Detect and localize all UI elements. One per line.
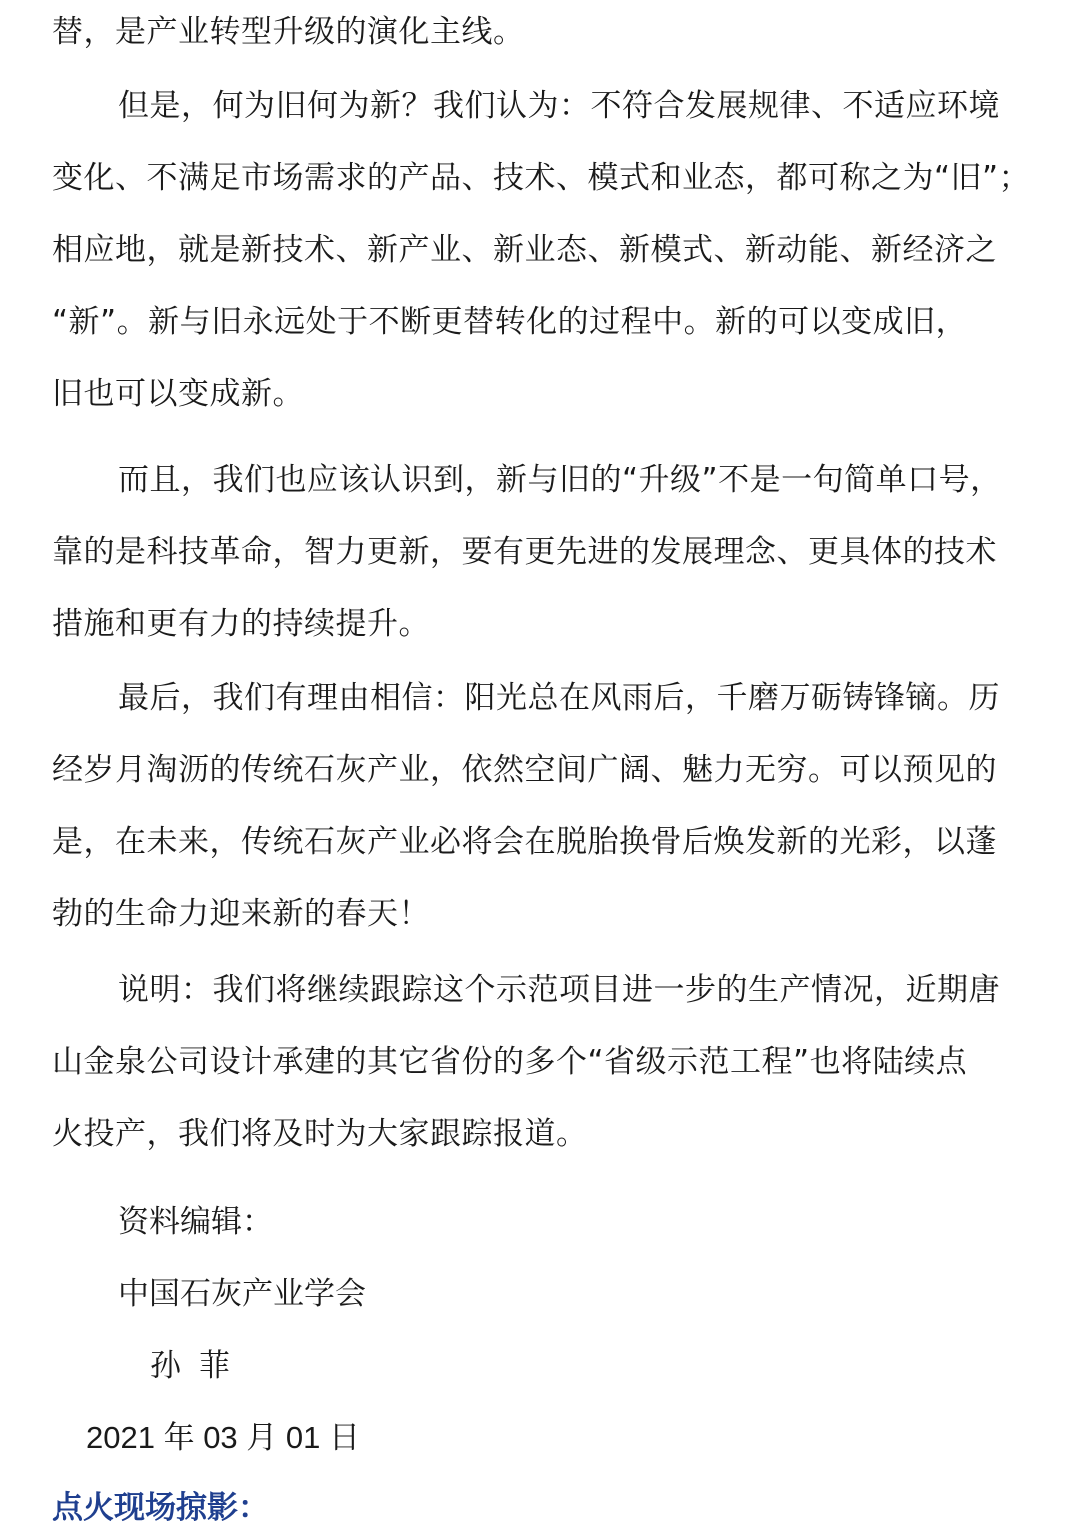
text-line: 山金泉公司设计承建的其它省份的多个“省级示范工程”也将陆续点 [52, 1044, 968, 1080]
text-line: 旧也可以变成新。 [52, 376, 304, 412]
text-line: 但是，何为旧何为新？我们认为：不符合发展规律、不适应环境 [118, 88, 1000, 124]
text-line: 靠的是科技革命，智力更新，要有更先进的发展理念、更具体的技术 [52, 534, 997, 570]
publication-date: 2021 年 03 月 01 日 [86, 1420, 360, 1455]
text-line: 是，在未来，传统石灰产业必将会在脱胎换骨后焕发新的光彩，以蓬 [52, 824, 997, 860]
paragraph-continuation [52, 0, 1042, 68]
author-name: 孙菲 [150, 1348, 248, 1384]
text-line: 而且，我们也应该认识到，新与旧的“升级”不是一句简单口号， [118, 462, 1002, 498]
text-line: 勃的生命力迎来新的春天！ [52, 896, 430, 932]
text-line: 变化、不满足市场需求的产品、技术、模式和业态，都可称之为“旧”； [52, 160, 1031, 196]
editor-label: 资料编辑： [118, 1204, 273, 1240]
paragraph-upgrade [52, 444, 1042, 660]
text-line: 最后，我们有理由相信：阳光总在风雨后，千磨万砺铸锋镝。历 [118, 680, 1000, 716]
text-line: 经岁月淘沥的传统石灰产业，依然空间广阔、魅力无穷。可以预见的 [52, 752, 997, 788]
paragraph-conclusion [52, 662, 1042, 950]
text-line: 相应地，就是新技术、新产业、新业态、新模式、新动能、新经济之 [52, 232, 997, 268]
organization-name: 中国石灰产业学会 [118, 1276, 366, 1312]
text-line: 替，是产业转型升级的演化主线。 [52, 14, 525, 50]
section-heading: 点火现场掠影： [52, 1490, 269, 1526]
paragraph-old-and-new [52, 70, 1042, 430]
text-line: 措施和更有力的持续提升。 [52, 606, 430, 642]
paragraph-note [52, 954, 1042, 1170]
text-line: 说明：我们将继续跟踪这个示范项目进一步的生产情况，近期唐 [118, 972, 1000, 1008]
text-line: “新”。新与旧永远处于不断更替转化的过程中。新的可以变成旧， [52, 304, 968, 340]
text-line: 火投产，我们将及时为大家跟踪报道。 [52, 1116, 588, 1152]
